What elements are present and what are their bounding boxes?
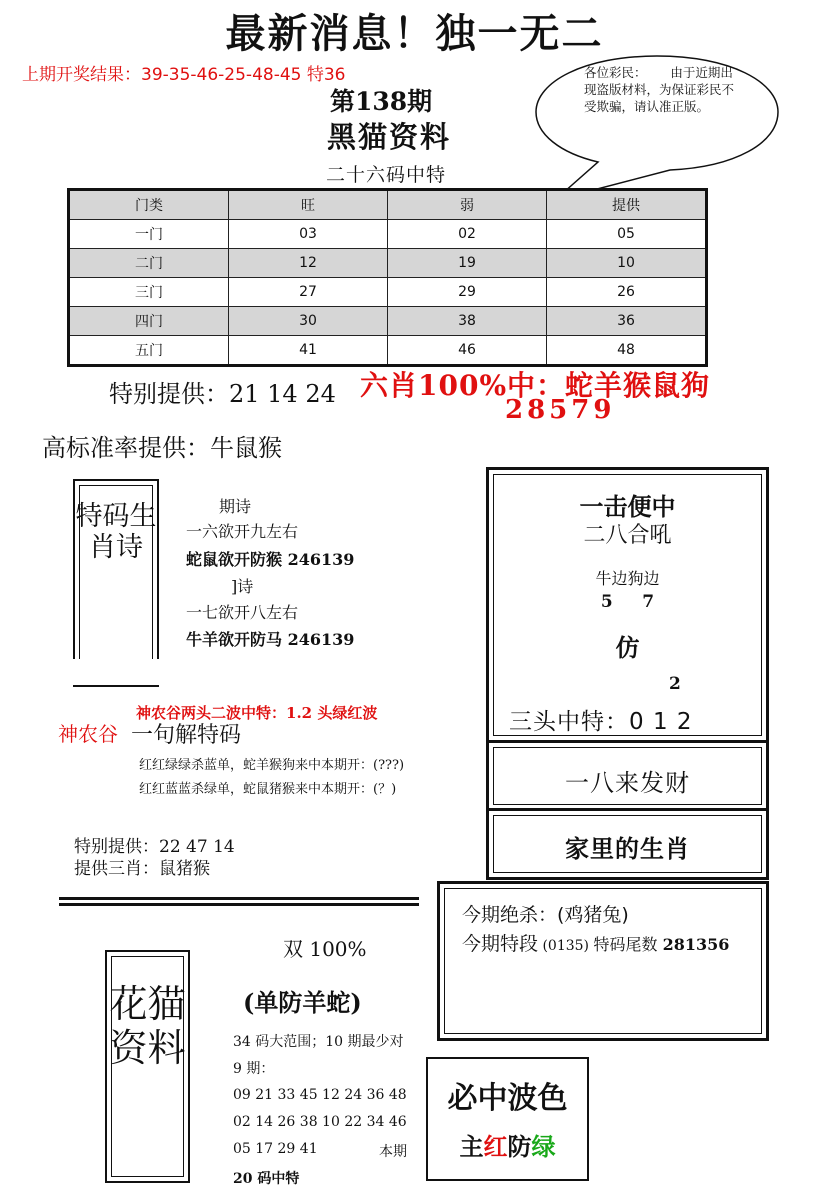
poem-line: 一六欲开九左右: [186, 522, 299, 541]
special-offer-2-line: 提供三肖：鼠猪猴: [74, 859, 210, 879]
wave-color-title: 必中波色: [447, 1081, 568, 1116]
poem-title: 特码生肖诗: [75, 501, 157, 563]
poem-line: 蛇鼠欲开防猴 246139: [186, 550, 355, 569]
table-cell: 四门: [69, 307, 229, 336]
wave-color-main: [428, 1127, 587, 1162]
table-cell: 48: [547, 336, 707, 366]
table-cell: 30: [229, 307, 388, 336]
number-row: 02 14 26 38 10 22 34 46: [233, 1114, 407, 1130]
table-cell: 46: [388, 336, 547, 366]
twenty-codes-line: 20 码中特: [233, 1171, 300, 1187]
flower-cat-box: [105, 950, 190, 1183]
flower-cat-title: 花猫资料: [109, 982, 186, 1070]
table-cell: 02: [388, 220, 547, 249]
one-hit-numbers: 5 7: [600, 592, 655, 612]
range-line: 9 期：: [233, 1061, 275, 1077]
one-hit-title: 一击便中: [579, 493, 676, 521]
table-row: [69, 278, 707, 307]
table-cell: 二门: [69, 249, 229, 278]
table-cell: 29: [388, 278, 547, 307]
table-cell: 19: [388, 249, 547, 278]
table-caption: 二十六码中特: [326, 164, 447, 186]
table-row: [69, 249, 707, 278]
page-title: 最新消息！独一无二: [225, 10, 604, 57]
six-zodiac-numbers: 28579: [505, 395, 616, 425]
wave-color-box: [426, 1057, 589, 1181]
table-cell: 五门: [69, 336, 229, 366]
table-cell: 36: [547, 307, 707, 336]
segment-mid: 特码尾数: [593, 935, 663, 954]
range-line: 34 码大范围；10 期最少对: [233, 1034, 404, 1050]
table-header-row: [69, 190, 707, 220]
double-100: 双 100%: [283, 937, 367, 961]
poem-line: ]诗: [231, 577, 254, 596]
one-hit-subtitle: 二八合吼: [583, 523, 672, 548]
table-cell: 38: [388, 307, 547, 336]
poem-line: 期诗: [219, 497, 252, 516]
table-cell: 03: [229, 220, 388, 249]
divider: [59, 903, 419, 906]
table-row: [69, 220, 707, 249]
table-header-cell: 旺: [229, 190, 388, 220]
issue-number: 第138期: [330, 87, 433, 116]
table-cell: 一门: [69, 220, 229, 249]
six-zodiac-pick: 六肖100%中：蛇羊猴鼠狗: [360, 369, 711, 402]
poem-title-box: [73, 479, 159, 659]
table-cell: 三门: [69, 278, 229, 307]
single-guard: (单防羊蛇): [243, 988, 362, 1017]
divider: [73, 685, 159, 687]
poem-line: 牛羊欲开防马 246139: [186, 630, 355, 649]
segment-line: [462, 929, 729, 956]
segment-numbers: 281356: [662, 935, 730, 954]
high-accuracy-pick: 高标准率提供：牛鼠猴: [42, 434, 282, 462]
zone-table: [67, 188, 708, 367]
poem-line: 一七欲开八左右: [186, 603, 299, 622]
one-hit-guard: 仿: [615, 633, 640, 662]
special-offer: 特别提供：21 14 24: [109, 380, 336, 408]
special-offer-2-line: 特别提供：22 47 14: [74, 837, 235, 857]
kill-hint-line: 红红绿绿杀蓝单，蛇羊猴狗来中本期开：(???): [139, 758, 405, 773]
kill-box: [437, 881, 769, 1041]
shennong-wave-line: 神农谷两头二波中特：1.2 头绿红波: [136, 704, 378, 722]
bubble-notice: 各位彩民： 由于近期出现盗版材料，为保证彩民不受欺骗，请认准正版。: [584, 65, 735, 114]
table-header-cell: 弱: [388, 190, 547, 220]
fortune-text: 一八来发财: [565, 769, 690, 797]
table-cell: 26: [547, 278, 707, 307]
table-cell: 12: [229, 249, 388, 278]
one-hit-guard-number: 2: [669, 674, 681, 694]
table-cell: 05: [547, 220, 707, 249]
three-heads-line: 三头中特：0 1 2: [509, 709, 693, 735]
this-issue-label: 本期: [379, 1144, 407, 1160]
wave-red-word: 红: [483, 1132, 508, 1161]
shennong-one-line: 一句解特码: [131, 723, 242, 748]
number-row: 09 21 33 45 12 24 36 48: [233, 1087, 407, 1103]
fortune-box: [486, 740, 769, 812]
kill-line: 今期绝杀：(鸡猪兔): [462, 904, 629, 926]
table-cell: 41: [229, 336, 388, 366]
table-row: [69, 336, 707, 366]
table-cell: 27: [229, 278, 388, 307]
kill-hint-line: 红红蓝蓝杀绿单，蛇鼠猪猴来中本期开：(？): [139, 782, 397, 797]
wave-guard-word: 防: [507, 1132, 532, 1161]
shennong-label: 神农谷: [58, 722, 118, 746]
one-hit-hint: 牛边狗边: [595, 569, 660, 588]
table-cell: 10: [547, 249, 707, 278]
home-zodiac-text: 家里的生肖: [565, 835, 690, 863]
wave-main-word: 主: [459, 1132, 484, 1161]
home-zodiac-box: [486, 808, 769, 880]
divider: [59, 897, 419, 900]
one-hit-box: [486, 467, 769, 743]
segment-prefix: 今期特段: [462, 933, 539, 955]
table-header-cell: 门类: [69, 190, 229, 220]
table-row: [69, 307, 707, 336]
number-row: 05 17 29 41: [233, 1141, 318, 1157]
document-name: 黑猫资料: [327, 120, 452, 154]
table-header-cell: 提供: [547, 190, 707, 220]
wave-green-word: 绿: [531, 1132, 556, 1161]
segment-range: (0135): [538, 938, 594, 954]
special-offer-2: [74, 836, 334, 880]
last-result-line: 上期开奖结果：39-35-46-25-48-45 特36: [22, 65, 346, 85]
